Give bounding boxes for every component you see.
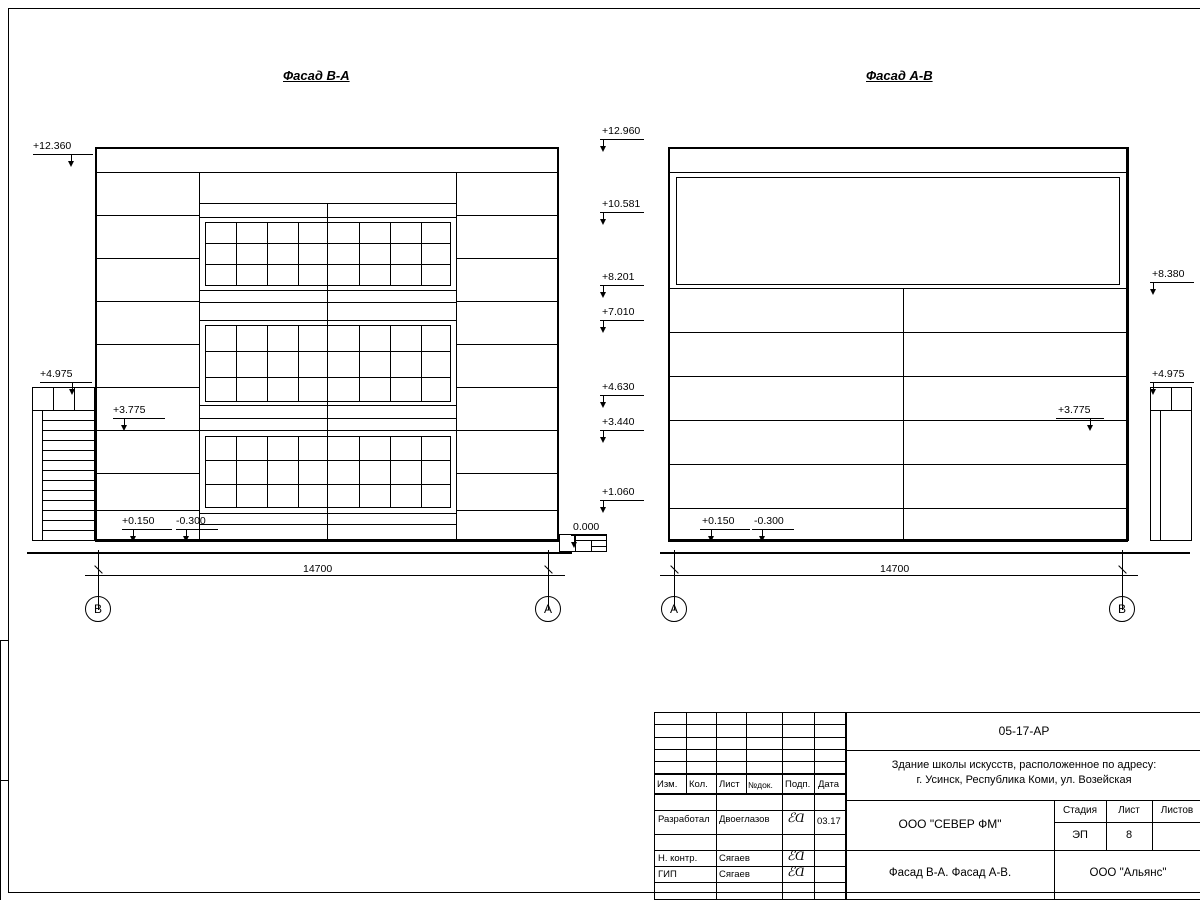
- stair-tread: [42, 470, 95, 471]
- axis-bubble-right-a: [661, 596, 687, 622]
- stamp-date-developer: 03.17: [817, 816, 841, 827]
- stamp-line: [654, 810, 846, 811]
- elevation-mark: +3.440: [602, 416, 635, 428]
- axis-bubble-left-a: [535, 596, 561, 622]
- elevation-arrow: [121, 425, 127, 431]
- stamp-role-gip: ГИП: [658, 869, 677, 880]
- stamp-line: [716, 774, 717, 794]
- elevation-leader: [571, 535, 607, 536]
- central-band-line: [199, 290, 457, 291]
- stamp-sheet-name: Фасад В-А. Фасад А-В.: [888, 867, 1012, 879]
- stamp-line: [746, 774, 747, 794]
- facade-left-wing-divider-1: [199, 173, 200, 540]
- axis-label: В: [1117, 602, 1126, 616]
- porch-step-line: [591, 546, 607, 547]
- facade-right-divider: [903, 288, 904, 540]
- elevation-leader: [752, 529, 794, 530]
- window-mullion: [298, 325, 299, 402]
- stamp-code: 05-17-АР: [998, 724, 1050, 738]
- window-transom: [205, 264, 451, 265]
- facade-left-title: Фасад В-А: [283, 68, 350, 83]
- stamp-line: [654, 850, 846, 851]
- axis-label: А: [543, 602, 552, 616]
- siding-line: [96, 430, 199, 431]
- stair-tread: [42, 510, 95, 511]
- dimension-value: 14700: [303, 563, 333, 575]
- elevation-mark: -0.300: [176, 515, 206, 527]
- elevation-mark: +0.150: [702, 515, 735, 527]
- elevation-mark: +0.150: [122, 515, 155, 527]
- siding-line: [96, 258, 199, 259]
- side-block-line: [1160, 410, 1161, 541]
- stamp-name-gip: Сягаев: [719, 869, 750, 880]
- plinth-line-right: [668, 541, 1128, 542]
- elevation-mark: +4.975: [40, 368, 73, 380]
- elevation-leader: [600, 430, 644, 431]
- elevation-arrow: [130, 536, 136, 542]
- elevation-leader: [122, 529, 172, 530]
- window-mullion: [267, 222, 268, 286]
- elevation-leader: [113, 418, 165, 419]
- siding-line: [456, 430, 558, 431]
- elevation-arrow: [708, 536, 714, 542]
- elevation-leader: [1150, 282, 1194, 283]
- window-mullion: [298, 222, 299, 286]
- window-mullion: [359, 436, 360, 508]
- siding-line: [96, 301, 199, 302]
- siding-line: [669, 420, 1127, 421]
- stamp-header-list: Лист: [719, 779, 740, 790]
- elevation-mark: +8.380: [1152, 268, 1185, 280]
- elevation-arrow: [600, 507, 606, 513]
- elevation-mark: +4.630: [602, 381, 635, 393]
- window-mullion: [236, 325, 237, 402]
- ground-line-left: [27, 552, 572, 554]
- sheet-margin-left-tick-2: [0, 780, 9, 781]
- facade-left-parapet: [96, 172, 558, 173]
- stamp-name-developer: Двоеглазов: [719, 814, 770, 825]
- window-transom: [205, 243, 451, 244]
- elevation-arrow: [600, 219, 606, 225]
- siding-line: [456, 473, 558, 474]
- stamp-line: [814, 712, 815, 774]
- elevation-mark: -0.300: [754, 515, 784, 527]
- stamp-line: [782, 712, 783, 774]
- stamp-role-inspector: Н. контр.: [658, 853, 698, 864]
- stamp-line: [654, 882, 846, 883]
- side-block-edge: [1128, 147, 1129, 541]
- stair-tread: [42, 430, 95, 431]
- siding-line: [669, 376, 1127, 377]
- elevation-leader: [40, 382, 92, 383]
- stamp-line: [654, 737, 846, 738]
- elevation-arrow: [1150, 289, 1156, 295]
- window-transom: [205, 377, 451, 378]
- elevation-arrow: [759, 536, 765, 542]
- stamp-header-izm: Изм.: [657, 779, 678, 790]
- elevation-mark: +4.975: [1152, 368, 1185, 380]
- stamp-line: [654, 834, 846, 835]
- stamp-line: [716, 712, 717, 774]
- sheet-border-left: [8, 8, 9, 892]
- window-transom: [205, 351, 451, 352]
- stamp-line: [1054, 822, 1200, 823]
- stamp-designer-company: ООО "Альянс": [1089, 867, 1167, 879]
- axis-label: В: [93, 602, 102, 616]
- plinth-line-left: [95, 541, 559, 542]
- central-band-line: [199, 320, 457, 321]
- side-block-line: [53, 387, 54, 410]
- stamp-line: [814, 794, 815, 900]
- stamp-line: [686, 774, 687, 794]
- elevation-arrow: [600, 327, 606, 333]
- elevation-leader: [600, 395, 644, 396]
- siding-line: [669, 288, 1127, 289]
- window-transom: [205, 460, 451, 461]
- stamp-object-line2: г. Усинск, Республика Коми, ул. Возейская: [916, 774, 1132, 786]
- central-band-line: [199, 430, 457, 431]
- siding-line: [96, 344, 199, 345]
- stamp-line: [846, 750, 1200, 751]
- siding-line: [456, 301, 558, 302]
- stamp-sheets-label: Листов: [1160, 805, 1194, 816]
- stamp-sheet-label: Лист: [1118, 805, 1140, 816]
- stamp-line: [746, 712, 747, 774]
- central-band-line: [199, 513, 457, 514]
- window-mullion: [390, 325, 391, 402]
- stamp-line: [654, 866, 846, 867]
- stair-tread: [42, 440, 95, 441]
- siding-line: [669, 464, 1127, 465]
- elevation-mark: +1.060: [602, 486, 635, 498]
- siding-line: [96, 510, 199, 511]
- stamp-line: [654, 724, 846, 725]
- facade-right-parapet: [669, 172, 1127, 173]
- stamp-line: [782, 774, 783, 794]
- dimension-line: [85, 575, 565, 576]
- window-mullion: [359, 325, 360, 402]
- window-mullion: [267, 436, 268, 508]
- window-mullion: [298, 436, 299, 508]
- stair-tread: [42, 500, 95, 501]
- stamp-left-matrix: [654, 712, 846, 774]
- axis-bubble-left-b: [85, 596, 111, 622]
- sheet-margin-left-edge: [0, 640, 1, 900]
- central-band-line: [199, 203, 457, 204]
- siding-line: [96, 215, 199, 216]
- elevation-arrow: [600, 146, 606, 152]
- elevation-mark: 0.000: [573, 521, 600, 533]
- stamp-sheet-value: 8: [1125, 829, 1133, 841]
- elevation-leader: [600, 212, 644, 213]
- elevation-leader: [600, 139, 644, 140]
- stair-tread: [42, 420, 95, 421]
- stamp-header-ndok: №док.: [748, 780, 773, 790]
- siding-line: [456, 258, 558, 259]
- siding-line: [456, 387, 558, 388]
- elevation-leader: [176, 529, 218, 530]
- axis-label: А: [669, 602, 678, 616]
- stair-tread: [42, 530, 95, 531]
- window-block-middle: [205, 325, 451, 402]
- elevation-arrow: [600, 292, 606, 298]
- dimension-value: 14700: [880, 563, 910, 575]
- elevation-mark: +12.960: [602, 125, 641, 137]
- central-band-line: [199, 405, 457, 406]
- elevation-arrow: [600, 437, 606, 443]
- window-mullion: [359, 222, 360, 286]
- window-mullion: [421, 325, 422, 402]
- window-block-bottom: [205, 436, 451, 508]
- siding-line: [669, 332, 1127, 333]
- elevation-arrow: [1087, 425, 1093, 431]
- central-band-line: [199, 524, 457, 525]
- elevation-leader: [600, 500, 644, 501]
- stamp-company: ООО "СЕВЕР ФМ": [898, 817, 1002, 831]
- siding-line: [669, 508, 1127, 509]
- window-mullion: [390, 436, 391, 508]
- stair-tread: [42, 520, 95, 521]
- siding-line: [456, 510, 558, 511]
- siding-line: [96, 473, 199, 474]
- window-mullion: [236, 436, 237, 508]
- siding-line: [456, 215, 558, 216]
- central-band-line: [199, 217, 457, 218]
- axis-bubble-right-b: [1109, 596, 1135, 622]
- stamp-object-line1: Здание школы искусств, расположенное по адресу:: [891, 759, 1157, 771]
- stamp-stage-value: ЭП: [1072, 829, 1088, 841]
- window-transom: [205, 484, 451, 485]
- stamp-signature-gip: ℰⱭ: [787, 864, 805, 879]
- facade-left-wing-divider-2: [456, 173, 457, 540]
- stamp-line: [716, 794, 717, 900]
- elevation-arrow: [571, 542, 577, 548]
- stamp-line: [814, 774, 815, 794]
- stair-tread: [42, 490, 95, 491]
- side-block-line: [1171, 387, 1172, 410]
- stamp-line: [654, 761, 846, 762]
- porch-steps: [559, 534, 607, 552]
- stamp-line: [686, 712, 687, 774]
- sheet-margin-left-tick-1: [0, 640, 9, 641]
- elevation-arrow: [183, 536, 189, 542]
- central-band-line: [199, 302, 457, 303]
- elevation-mark: +3.775: [113, 404, 146, 416]
- stamp-name-inspector: Сягаев: [719, 853, 750, 864]
- window-block-top: [205, 222, 451, 286]
- window-mullion: [236, 222, 237, 286]
- facade-right-upper-panel: [676, 177, 1120, 285]
- elevation-mark: +3.775: [1058, 404, 1091, 416]
- facade-right-title: Фасад А-В: [866, 68, 933, 83]
- elevation-mark: +7.010: [602, 306, 635, 318]
- stair-tread: [42, 460, 95, 461]
- stamp-line: [654, 749, 846, 750]
- elevation-arrow: [1150, 389, 1156, 395]
- side-block-line: [1150, 410, 1192, 411]
- window-mullion: [421, 222, 422, 286]
- elevation-leader: [1056, 418, 1104, 419]
- elevation-mark: +10.581: [602, 198, 641, 210]
- stamp-signature-inspector: ℰⱭ: [787, 848, 805, 863]
- stamp-role-developer: Разработал: [658, 814, 710, 825]
- elevation-arrow: [68, 161, 74, 167]
- window-mullion: [267, 325, 268, 402]
- porch-step-line: [575, 540, 607, 541]
- elevation-leader: [700, 529, 750, 530]
- stamp-stage-label: Стадия: [1062, 805, 1098, 816]
- elevation-leader: [1150, 382, 1194, 383]
- sheet-border-top: [8, 8, 1200, 9]
- window-mullion: [421, 436, 422, 508]
- elevation-mark: +12.360: [33, 140, 72, 152]
- ground-line-right: [660, 552, 1190, 554]
- central-band-line: [199, 418, 457, 419]
- elevation-leader: [600, 320, 644, 321]
- siding-line: [456, 344, 558, 345]
- stamp-line: [782, 794, 783, 900]
- stamp-line: [846, 850, 1200, 851]
- elevation-leader: [600, 285, 644, 286]
- stamp-header-data: Дата: [818, 779, 840, 790]
- stair-tread: [42, 450, 95, 451]
- elevation-arrow: [600, 402, 606, 408]
- elevation-arrow: [69, 389, 75, 395]
- siding-line: [96, 387, 199, 388]
- elevation-leader: [33, 154, 93, 155]
- stamp-line: [846, 800, 1200, 801]
- dimension-line: [660, 575, 1138, 576]
- stamp-signature-developer: ℰⱭ: [787, 810, 805, 825]
- title-block: [654, 712, 1200, 900]
- window-mullion: [390, 222, 391, 286]
- stamp-header-podp: Подп.: [785, 779, 811, 790]
- elevation-mark: +8.201: [602, 271, 635, 283]
- stair-tread: [42, 480, 95, 481]
- stamp-header-kol: Кол.: [689, 779, 708, 790]
